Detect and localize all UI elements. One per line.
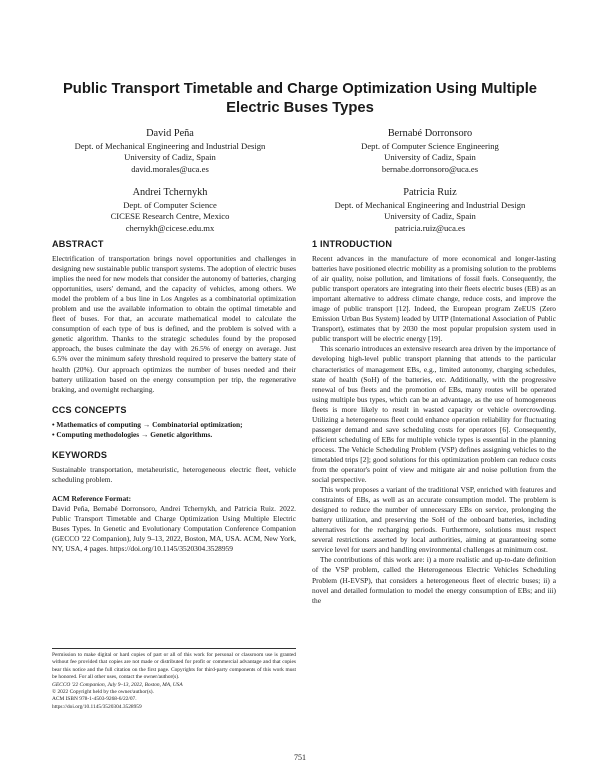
author-dept: Dept. of Mechanical Engineering and Industrial Design xyxy=(334,200,526,210)
ccs-heading: CCS CONCEPTS xyxy=(52,404,127,415)
author-institution: University of Cadiz, Spain xyxy=(384,152,476,163)
paper-title: Public Transport Timetable and Charge Optimization Using Multiple Electric Buses Types xyxy=(62,81,538,116)
author-block xyxy=(40,186,300,234)
reference-format-heading: ACM Reference Format: xyxy=(52,493,132,503)
author-institution: University of Cadiz, Spain xyxy=(124,152,216,163)
copyright-line: © 2022 Copyright held by the owner/author(s). xyxy=(52,689,154,696)
author-block xyxy=(300,127,560,175)
author-name: Patricia Ruiz xyxy=(403,187,457,198)
author-email[interactable]: bernabe.dorronsoro@uca.es xyxy=(381,163,479,174)
doi-link[interactable]: https://doi.org/10.1145/3520304.3528959 xyxy=(52,703,142,710)
author-name: Andrei Tchernykh xyxy=(132,187,208,198)
isbn-line: ACM ISBN 978-1-4503-9268-6/22/07. xyxy=(52,696,137,703)
ccs-concept: • Mathematics of computing → Combinatorial optimization; xyxy=(52,419,243,429)
page-number: 751 xyxy=(294,753,306,762)
abstract-heading: ABSTRACT xyxy=(52,239,104,249)
right-column xyxy=(312,238,556,606)
author-institution: University of Cadiz, Spain xyxy=(384,211,476,222)
intro-paragraph: Recent advances in the manufacture of more economical and longer-lasting batteries have positioned electric mobility as a promising solution to the problems of air quality, noise pollution, and limitations of fossil fuels. Consequently, the public transport operators are integrating into their fleets electric buses (EB) as an important alternative to address climate change, reduce costs, and improve the image of public transport [12]. Indeed, the European program ZeEUS (Zero Emission Urban Bus System) leaded by UITP (International Association of Public Transport), estimates that by 2030 the most popular propulsion system used in public transport will be electric energy [19]. xyxy=(312,254,556,344)
left-column xyxy=(52,238,296,554)
author-block xyxy=(40,127,300,175)
author-name: David Peña xyxy=(146,128,194,139)
ccs-concept: • Computing methodologies → Genetic algorithms. xyxy=(52,429,213,439)
intro-paragraph: This work proposes a variant of the traditional VSP, enriched with features and constraints of EBs, as well as an accurate consumption model. The problem is designed to reduce the number of unnecessary EBs on service, prolonging the battery utilization, and preserving the SoH of the onboard batteries, including alternatives for the recharging periods. Furthermore, solutions must respect several restrictions asserted by local authorities, aiming at guaranteeing some service level for users and handling environmental challenges at minimum cost. xyxy=(312,485,556,555)
reference-format-text: David Peña, Bernabé Dorronsoro, Andrei Tchernykh, and Patricia Ruiz. 2022. Public Transport Timetable and Charge Optimization Using Multiple Electric Buses Types. In Genetic and Evolutionary Computation Conference Companion (GECCO '22 Companion), July 9–13, 2022, Boston, MA, USA. ACM, New York, NY, USA, 4 pages. https://doi.org/10.1145/3520304.3528959 xyxy=(52,503,296,554)
author-email[interactable]: chernykh@cicese.edu.mx xyxy=(125,222,215,233)
intro-paragraph: The contributions of this work are: i) a more realistic and up-to-date definition of the VSP problem, called the Heterogeneous Electric Vehicles Scheduling Problem (H-EVSP), that considers a heterogeneous fleet of electric buses; ii) a novel and detailed formulation to model the energy consumption of EBs; and iii) the xyxy=(312,555,556,605)
author-block xyxy=(300,186,560,234)
author-email[interactable]: patricia.ruiz@uca.es xyxy=(394,222,466,233)
author-name: Bernabé Dorronsoro xyxy=(387,128,473,139)
author-dept: Dept. of Mechanical Engineering and Industrial Design xyxy=(74,141,266,151)
copyright-footnote xyxy=(52,652,296,711)
author-dept: Dept. of Computer Science xyxy=(123,200,217,210)
author-institution: CICESE Research Centre, Mexico xyxy=(110,211,230,222)
introduction-heading: 1 INTRODUCTION xyxy=(312,239,393,249)
author-dept: Dept. of Computer Science Engineering xyxy=(361,141,499,151)
permission-notice: Permission to make digital or hard copies of part or all of this work for personal or classroom use is granted without fee provided that copies are not made or distributed for profit or commercial advantage and that copies bear this notice and the full citation on the first page. Copyrights for third-party components of this work must be honored. For all other uses, contact the owner/author(s). xyxy=(52,652,296,681)
conference-line: GECCO '22 Companion, July 9–13, 2022, Boston, MA, USA xyxy=(52,681,183,688)
author-email[interactable]: david.morales@uca.es xyxy=(131,163,209,174)
keywords-heading: KEYWORDS xyxy=(52,449,108,460)
abstract-text: Electrification of transportation brings novel opportunities and challenges in designing new sustainable public transport systems. The adoption of electric buses implies the need for new models that consider the autonomy of batteries, charging opportunities, users' demand, and the capacity of vehicles, among others. We model the problem of a bus line in Los Angeles as a combinatorial optimization problem and use the available information to obtain the optimal timetable and fleet of buses. For that, an accurate mathematical model to calculate the consumption of each type of bus is defined, and the problem is solved with a genetic algorithm. Thanks to the strategic schedules found by the proposed approach, the buses culminate the day with 26.5% of energy on average. Just 6.5% over the minimum safety threshold required to preserve the battery state of health (20%). Our approach optimizes the number of buses needed and their battery utilization based on the energy consumption per trip, the regenerative braking, and overnight recharging. xyxy=(52,254,296,394)
footnote-rule xyxy=(52,648,296,649)
intro-paragraph: This scenario introduces an extensive research area driven by the importance of developing high-level public transport planning that attends to the particular characteristics of management EBs, e.g., limited autonomy, charging schedules, state of health (SoH) of the batteries, etc. Additionally, with the progressive renewal of bus fleets and the promotion of EBs, many routes will be operated using multiple bus types, which can be an advantage, as the use of homogeneous fleets is more likely to result in wasted capacity or vehicle overcrowding. Utilizing a heterogeneous fleet could enhance operation reliability for fluctuating passenger demand and save scheduling costs for operators [6]. Consequently, efficient scheduling of EBs for multiple vehicle types is essential in the planning process. The Vehicle Scheduling Problem (VSP) defines assigning vehicles to the timetabled trips [2]; good solutions for this optimization problem can reduce costs from the operator's point of view and mitigate air and noise pollution from the social perspective. xyxy=(312,344,556,485)
keywords-text: Sustainable transportation, metaheuristic, heterogeneous electric fleet, vehicle scheduling problem. xyxy=(52,464,296,484)
